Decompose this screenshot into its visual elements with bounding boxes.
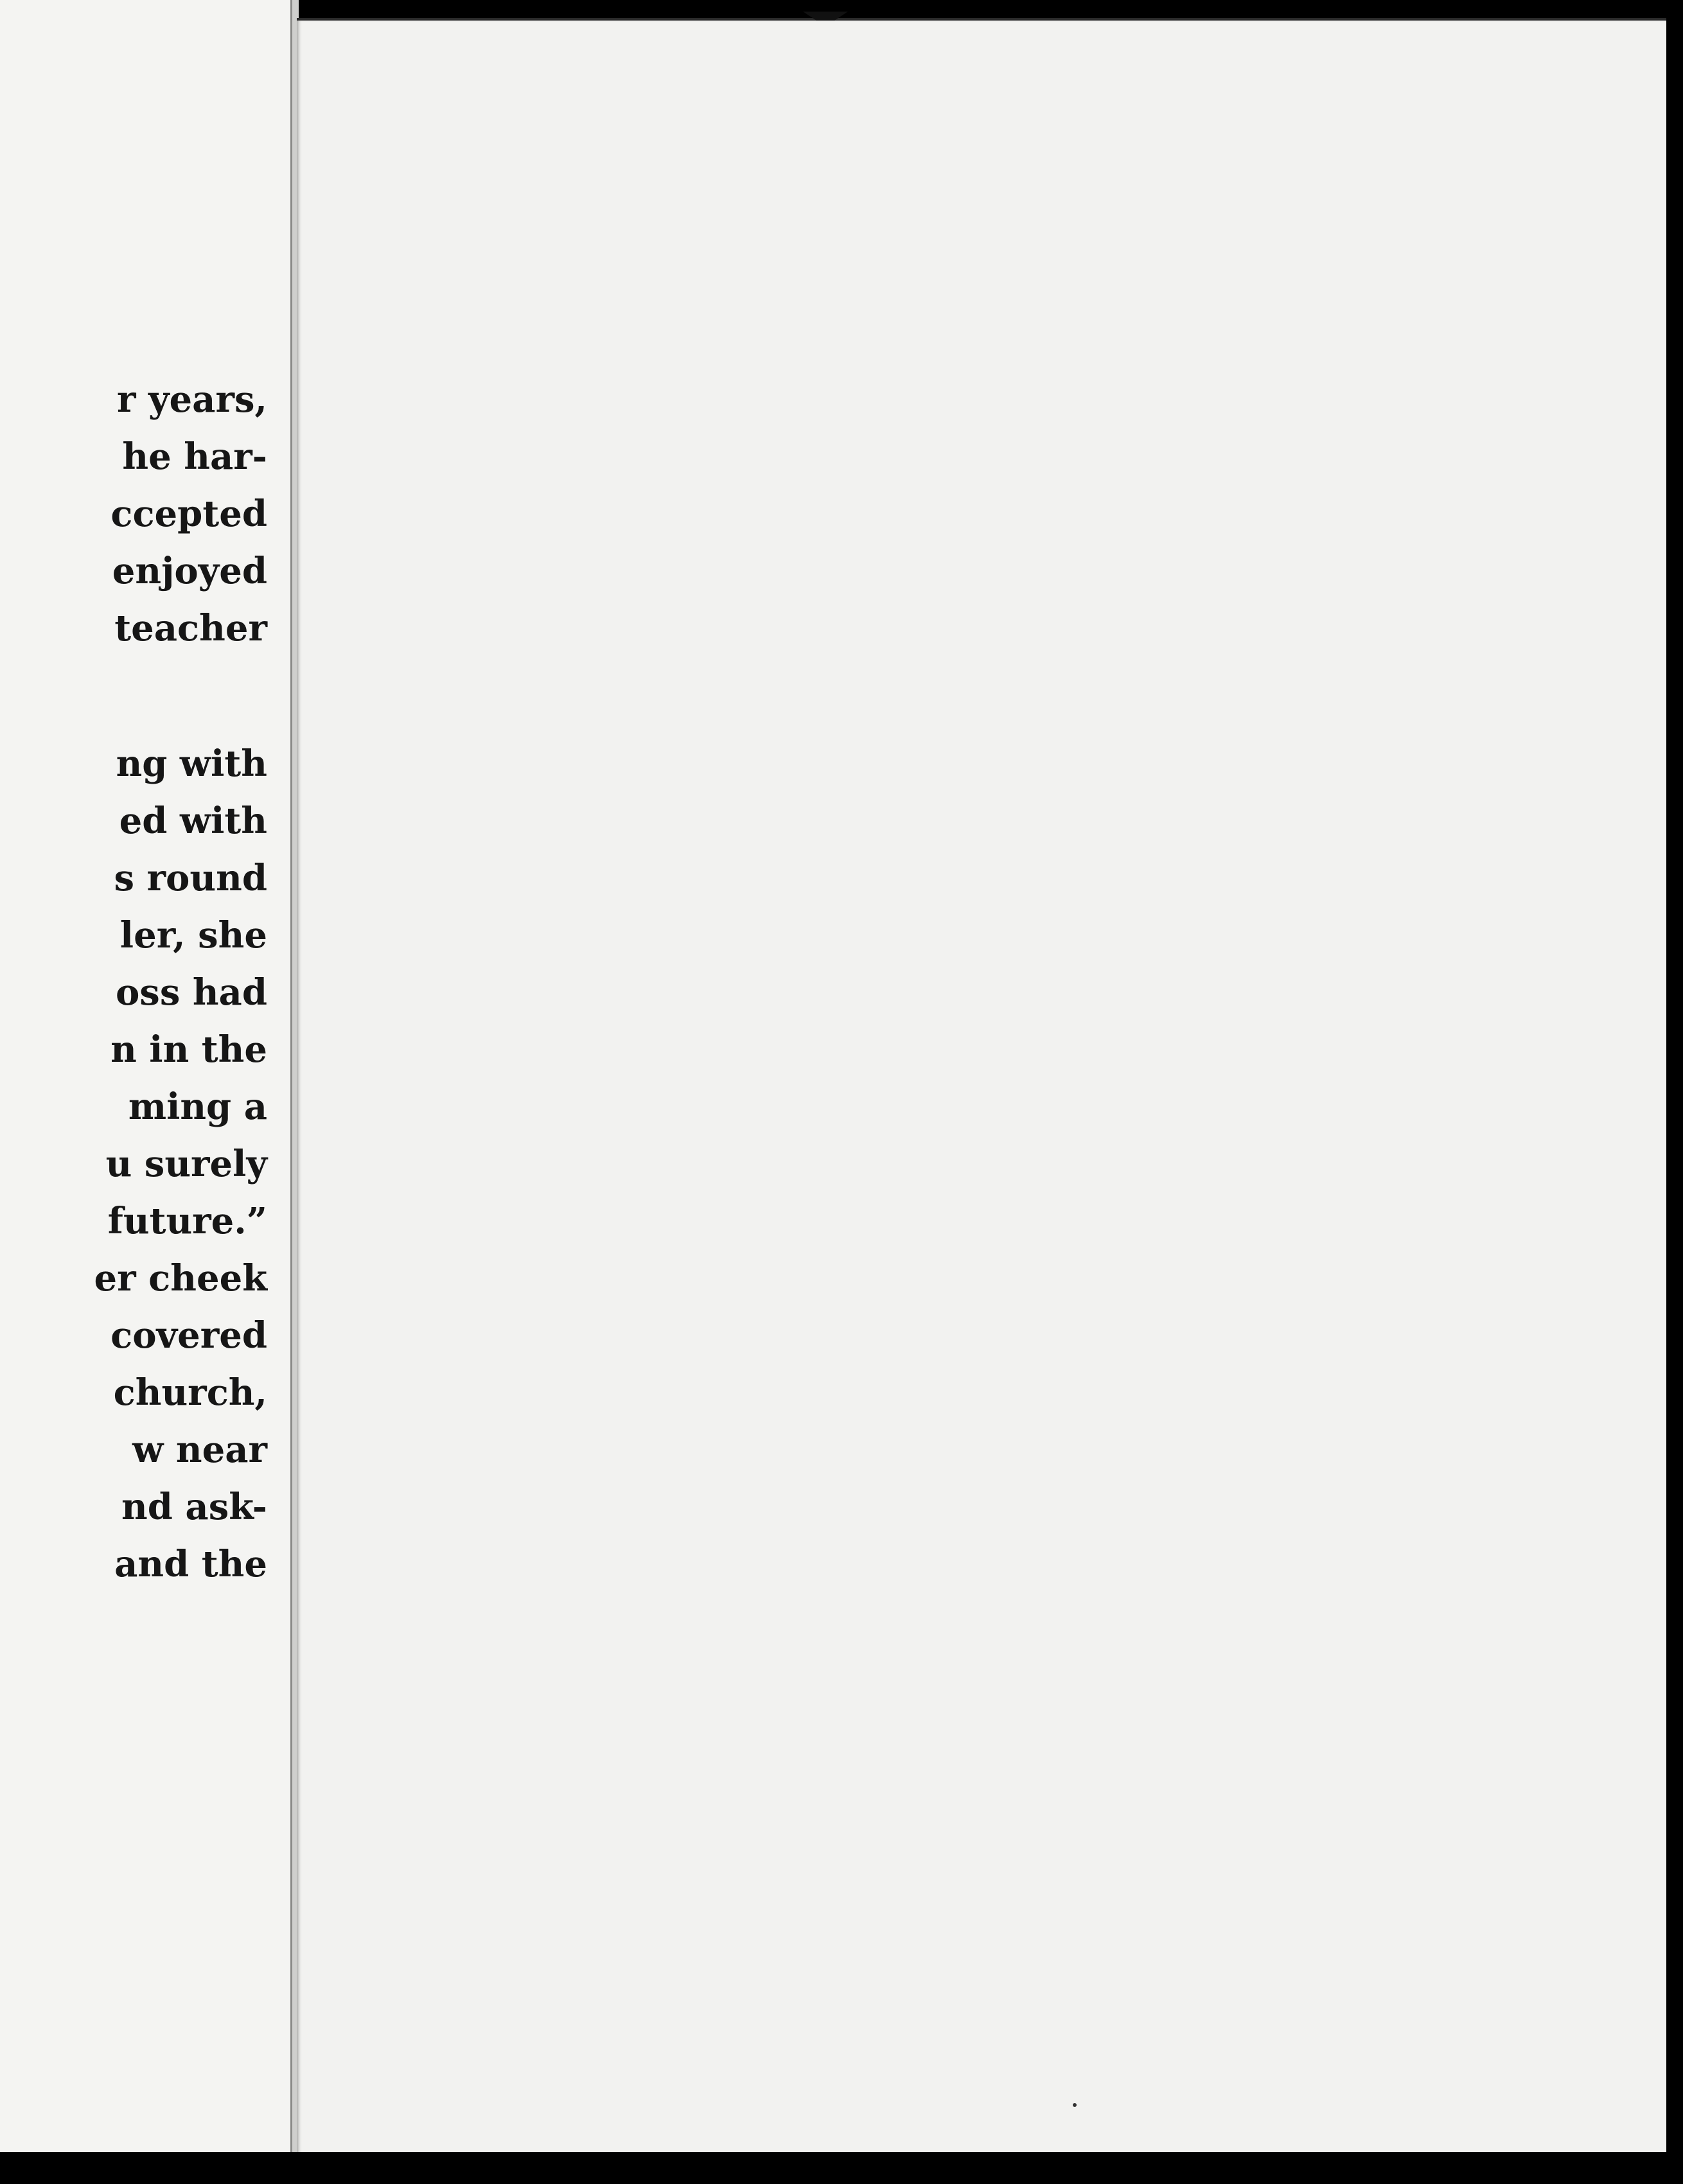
text-line: enjoyed — [112, 550, 267, 592]
text-line: ler, she — [119, 914, 267, 956]
text-line: s round — [114, 857, 267, 899]
text-line: ming a — [128, 1086, 267, 1128]
paragraph-1 — [0, 371, 267, 657]
text-line: teacher — [114, 607, 267, 649]
text-line: ed with — [119, 800, 267, 842]
text-line: u surely — [105, 1143, 267, 1185]
text-line: covered — [110, 1314, 267, 1357]
text-line: he har- — [122, 436, 267, 478]
text-line: ccepted — [110, 493, 267, 535]
text-line: n in the — [110, 1028, 267, 1071]
left-page-fragment — [0, 0, 290, 2152]
text-line: and the — [114, 1543, 267, 1585]
page-speck — [1073, 2103, 1077, 2107]
text-line: oss had — [115, 971, 267, 1014]
text-line: er cheek — [94, 1257, 267, 1299]
text-line: ng with — [116, 743, 267, 785]
text-line: nd ask- — [121, 1486, 267, 1528]
right-blank-page — [297, 18, 1666, 2154]
text-line: church, — [113, 1371, 267, 1414]
text-line: r years, — [117, 378, 267, 421]
text-line: w near — [132, 1429, 267, 1471]
scan-bottom-border — [0, 2152, 1683, 2184]
text-line: future.” — [107, 1200, 267, 1242]
paragraph-2 — [0, 735, 267, 1593]
